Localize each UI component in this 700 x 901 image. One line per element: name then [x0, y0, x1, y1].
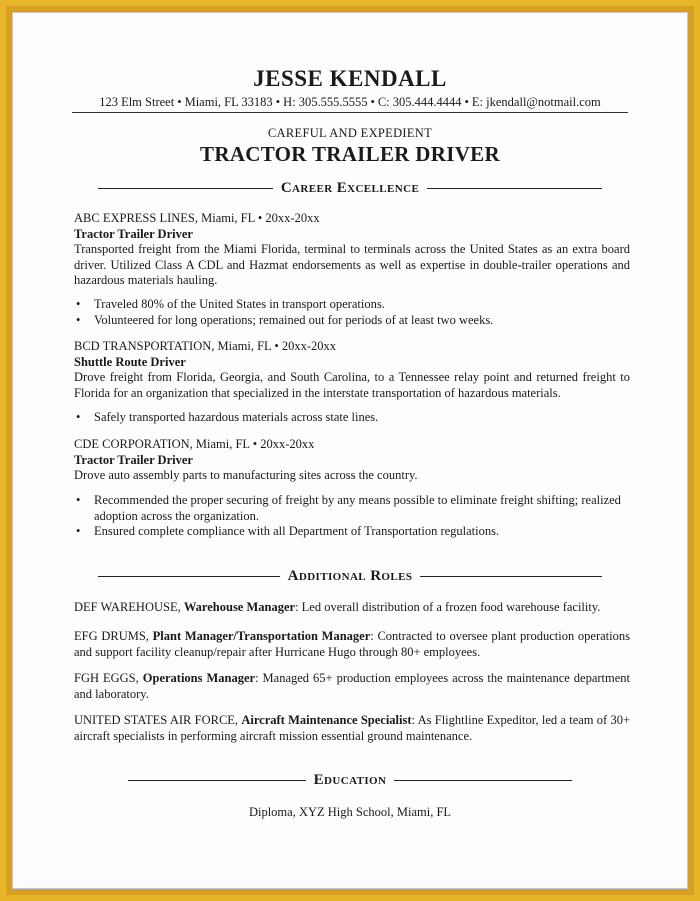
- home-phone: H: 305.555.5555: [283, 95, 368, 109]
- section-rule-right: [420, 576, 602, 577]
- role-org: EFG DRUMS,: [74, 629, 149, 643]
- separator-dot: •: [177, 95, 182, 109]
- list-item: • Traveled 80% of the United States in transport operations.: [74, 297, 630, 313]
- list-item: • Ensured complete compliance with all Department of Transportation regulations.: [74, 524, 630, 540]
- role-text: : As Flightline Expeditor, led a team of 30+ aircraft specialists in performing aircraft mission essential ground maintenance.: [74, 713, 631, 743]
- job-1-bullets: [74, 297, 630, 328]
- section-education: [128, 770, 572, 790]
- candidate-name: JESSE KENDALL: [253, 66, 447, 91]
- job-title: Shuttle Route Driver: [74, 354, 186, 369]
- additional-role-1: [74, 600, 630, 616]
- section-rule-right: [394, 780, 572, 781]
- role-title: Plant Manager/Transportation Manager: [152, 629, 371, 643]
- section-additional-roles: [98, 566, 602, 586]
- job-3-bullets: [74, 493, 630, 540]
- section-rule-left: [128, 780, 306, 781]
- cell-phone: C: 305.444.4444: [377, 95, 462, 109]
- role-text: : Managed 65+ production employees across the maintenance department and laboratory.: [74, 671, 631, 701]
- separator-dot: •: [275, 95, 281, 109]
- job-company: CDE CORPORATION, Miami, FL • 20xx-20xx: [74, 437, 315, 451]
- role-title: Aircraft Maintenance Specialist: [241, 713, 412, 727]
- job-entry-2: [74, 339, 630, 401]
- job-entry-3: [74, 437, 630, 484]
- header-rule: [72, 112, 628, 113]
- role-title: Operations Manager: [142, 671, 256, 685]
- job-company: BCD TRANSPORTATION, Miami, FL • 20xx-20xx: [74, 339, 337, 353]
- additional-role-3: [74, 671, 630, 702]
- additional-role-4: [74, 713, 630, 744]
- job-title: Tractor Trailer Driver: [74, 452, 193, 467]
- education-entry: Diploma, XYZ High School, Miami, FL: [248, 805, 452, 819]
- role-text: : Contracted to oversee plant production operations and support facility cleanup/repair after Hurricane Hugo through 80+ employees.: [74, 629, 630, 659]
- section-career-excellence: [98, 178, 602, 198]
- job-description: Drove auto assembly parts to manufacturing sites across the country.: [74, 468, 418, 482]
- email: E: jkendall@notmail.com: [471, 95, 601, 109]
- list-item: • Volunteered for long operations; remained out for periods of at least two weeks.: [74, 313, 630, 329]
- section-rule-right: [427, 188, 602, 189]
- section-rule-left: [98, 188, 273, 189]
- list-item: • Recommended the proper securing of freight by any means possible to eliminate freight shifting; realized adoption across the organization.: [74, 493, 630, 524]
- role-org: UNITED STATES AIR FORCE,: [74, 713, 239, 727]
- target-role-title: TRACTOR TRAILER DRIVER: [200, 142, 500, 166]
- city-state: Miami, FL 33183: [184, 95, 273, 109]
- section-title: Career Excellence: [280, 179, 420, 196]
- job-description: Drove freight from Florida, Georgia, and South Carolina, to a Tennessee relay point and returned freight to Florida for an organization that specialized in the interstate transportation of hazardous materials.: [74, 370, 630, 400]
- tagline: CAREFUL AND EXPEDIENT: [267, 126, 433, 140]
- role-org: DEF WAREHOUSE,: [74, 600, 181, 614]
- section-title: Additional Roles: [287, 567, 413, 584]
- job-description: Transported freight from the Miami Florida, terminal to terminals across the United States as an extra board driver. Utilized Class A CDL and Hazmat endorsements as well as expertise in double-trailer operations and hazardous materials hauling.: [74, 242, 630, 287]
- role-title: Warehouse Manager: [183, 600, 296, 614]
- role-org: FGH EGGS,: [74, 671, 139, 685]
- job-company: ABC EXPRESS LINES, Miami, FL • 20xx-20xx: [74, 211, 320, 225]
- section-title: Education: [313, 771, 387, 788]
- job-title: Tractor Trailer Driver: [74, 226, 193, 241]
- contact-line: [0, 95, 700, 110]
- additional-role-2: [74, 629, 630, 660]
- role-text: : Led overall distribution of a frozen food warehouse facility.: [295, 600, 601, 614]
- list-item: • Safely transported hazardous materials across state lines.: [74, 410, 630, 426]
- address: 123 Elm Street: [99, 95, 175, 109]
- section-rule-left: [98, 576, 280, 577]
- job-entry-1: [74, 211, 630, 289]
- separator-dot: •: [370, 95, 375, 109]
- job-2-bullets: [74, 410, 630, 426]
- separator-dot: •: [464, 95, 469, 109]
